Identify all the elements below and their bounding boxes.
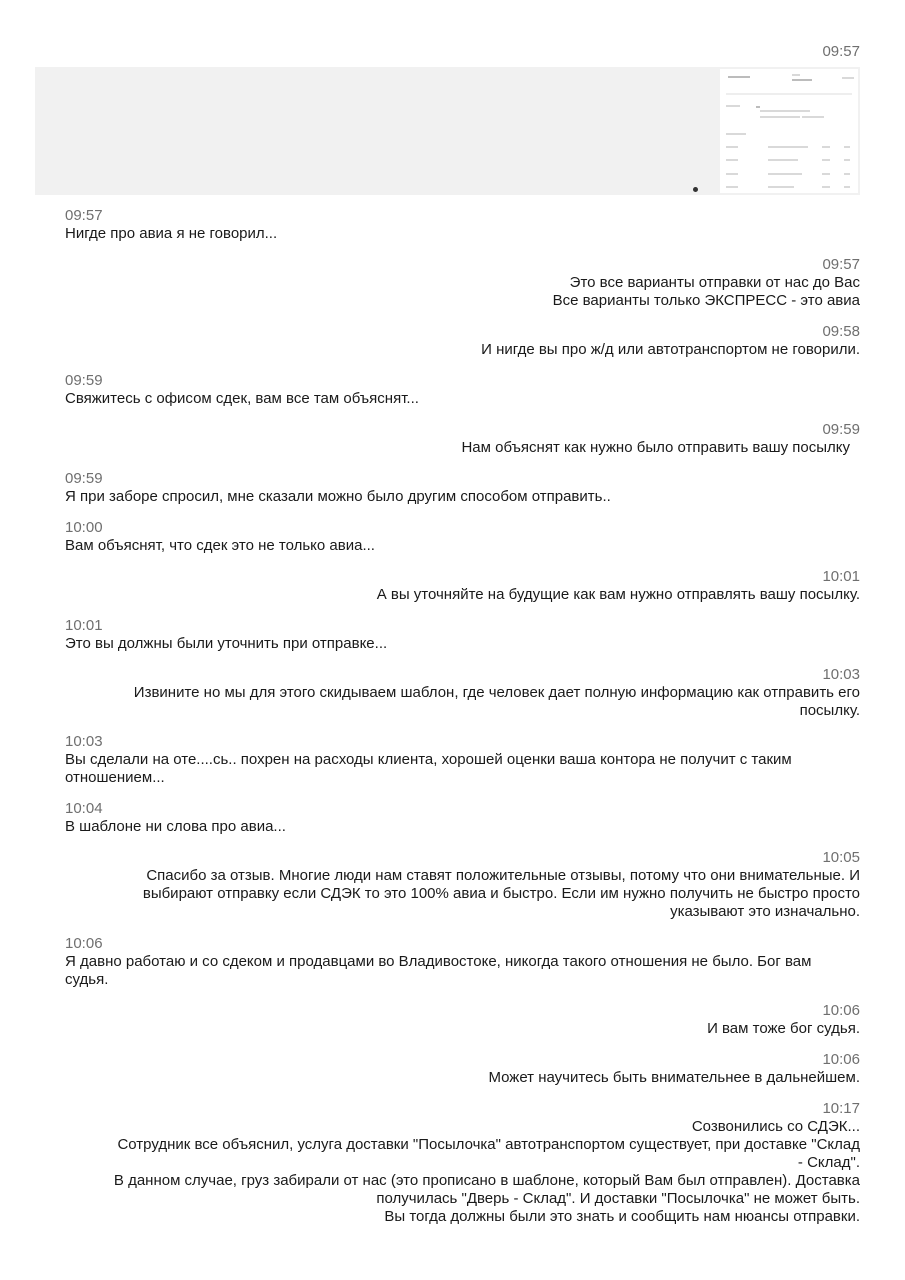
message-text: В шаблоне ни слова про авиа... bbox=[65, 818, 286, 835]
indicator-dot-icon bbox=[693, 187, 698, 192]
message-text: Сотрудник все объяснил, услуга доставки "Посылочка" автотранспортом существует, при доставке "Склад bbox=[117, 1136, 860, 1153]
message-time: 10:03 bbox=[822, 666, 860, 683]
message-text: Нигде про авиа я не говорил... bbox=[65, 225, 278, 242]
message-text: И нигде вы про ж/д или автотранспортом не говорили. bbox=[481, 341, 860, 358]
message-time: 10:05 bbox=[822, 849, 860, 866]
message-incoming bbox=[65, 617, 860, 653]
message-text: Я при заборе спросил, мне сказали можно было другим способом отправить.. bbox=[65, 488, 611, 505]
message-text: Спасибо за отзыв. Многие люди нам ставят положительные отзывы, потому что они внимательные. И bbox=[146, 867, 860, 884]
message-time: 10:17 bbox=[822, 1100, 860, 1117]
message-text: Вы тогда должны были это знать и сообщить нам нюансы отправки. bbox=[384, 1208, 860, 1225]
message-time: 10:04 bbox=[65, 800, 103, 817]
message-text: указывают это изначально. bbox=[670, 903, 860, 920]
message-time: 10:06 bbox=[822, 1051, 860, 1068]
message-text: А вы уточняйте на будущие как вам нужно отправлять вашу посылку. bbox=[376, 586, 860, 603]
message-text: отношением... bbox=[65, 769, 165, 786]
message-text: В данном случае, груз забирали от нас (это прописано в шаблоне, который Вам был отправлен). Доставка bbox=[113, 1172, 860, 1189]
message-text: Вы сделали на оте....сь.. похрен на расходы клиента, хорошей оценки ваша контора не получит с таким bbox=[65, 751, 792, 768]
message-text: получилась "Дверь - Склад". И доставки "Посылочка" не может быть. bbox=[376, 1190, 860, 1207]
message-incoming bbox=[65, 935, 860, 989]
message-incoming bbox=[65, 733, 860, 787]
message-text: посылку. bbox=[799, 702, 860, 719]
message-outgoing bbox=[65, 568, 860, 604]
message-outgoing bbox=[65, 1002, 860, 1038]
message-text: Нам объяснят как нужно было отправить вашу посылку bbox=[461, 439, 850, 456]
message-text: Созвонились со СДЭК... bbox=[691, 1118, 860, 1135]
message-time: 10:01 bbox=[822, 568, 860, 585]
message-outgoing bbox=[65, 666, 860, 720]
message-text: Это все варианты отправки от нас до Вас bbox=[569, 274, 860, 291]
message-text: Вам объяснят, что сдек это не только авиа... bbox=[65, 537, 375, 554]
message-time: 10:06 bbox=[822, 1002, 860, 1019]
message-text: выбирают отправку если СДЭК то это 100% авиа и быстро. Если им нужно получить не быстро просто bbox=[142, 885, 860, 902]
message-text: - Склад". bbox=[797, 1154, 860, 1171]
message-time: 09:58 bbox=[822, 323, 860, 340]
message-incoming bbox=[65, 372, 860, 408]
message-text: Это вы должны были уточнить при отправке... bbox=[65, 635, 388, 652]
message-outgoing bbox=[65, 323, 860, 359]
message-text: Извините но мы для этого скидываем шаблон, где человек дает полную информацию как отправить его bbox=[133, 684, 860, 701]
message-incoming bbox=[65, 470, 860, 506]
message-outgoing bbox=[65, 1051, 860, 1087]
message-time: 09:59 bbox=[65, 372, 103, 389]
message-incoming bbox=[65, 800, 860, 836]
message-incoming bbox=[65, 519, 860, 555]
message-text: Свяжитесь с офисом сдек, вам все там объяснят... bbox=[65, 390, 419, 407]
message-time: 10:06 bbox=[65, 935, 103, 952]
message-incoming bbox=[65, 207, 860, 243]
message-time: 10:03 bbox=[65, 733, 103, 750]
message-outgoing bbox=[65, 1100, 860, 1226]
message-text: судья. bbox=[65, 971, 109, 988]
message-text: Может научитесь быть внимательнее в дальнейшем. bbox=[488, 1069, 860, 1086]
message-outgoing bbox=[65, 421, 860, 457]
message-time: 10:00 bbox=[65, 519, 103, 536]
message-outgoing bbox=[65, 256, 860, 310]
message-time: 09:57 bbox=[822, 256, 860, 273]
image-attachment[interactable] bbox=[35, 67, 860, 195]
message-text: И вам тоже бог судья. bbox=[707, 1020, 860, 1037]
attachment-thumbnail[interactable] bbox=[720, 69, 858, 193]
message-text: Я давно работаю и со сдеком и продавцами во Владивостоке, никогда такого отношения не было. Бог вам bbox=[65, 953, 812, 970]
message-time: 09:59 bbox=[65, 470, 103, 487]
attachment-timestamp: 09:57 bbox=[822, 43, 860, 60]
message-text: Все варианты только ЭКСПРЕСС - это авиа bbox=[552, 292, 860, 309]
message-time: 10:01 bbox=[65, 617, 103, 634]
message-time: 09:57 bbox=[65, 207, 103, 224]
message-time: 09:59 bbox=[822, 421, 860, 438]
message-outgoing bbox=[65, 849, 860, 921]
